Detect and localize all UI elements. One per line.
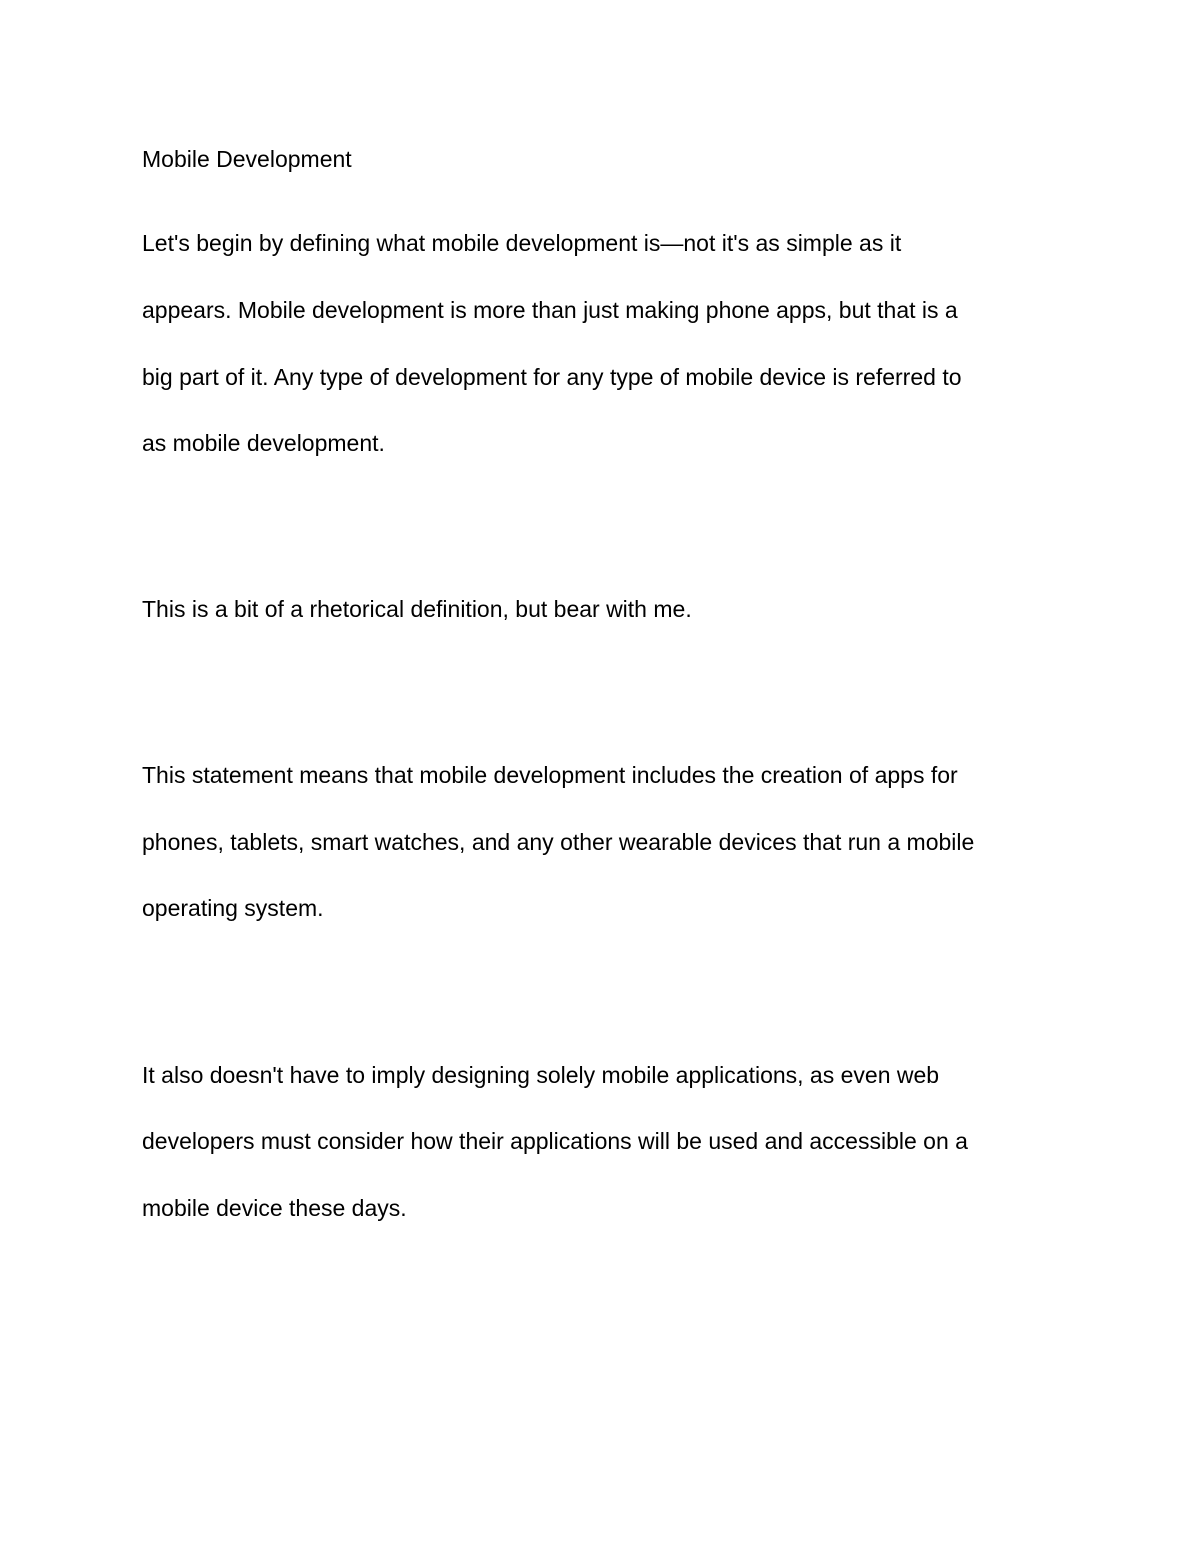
paragraph-line: This statement means that mobile development includes the creation of apps for	[142, 762, 958, 788]
paragraph-line: It also doesn't have to imply designing solely mobile applications, as even web	[142, 1062, 940, 1088]
paragraph-line: as mobile development.	[142, 430, 385, 456]
paragraph-line: appears. Mobile development is more than just making phone apps, but that is a	[142, 297, 958, 323]
paragraph-line: Let's begin by defining what mobile development is—not it's as simple as it	[142, 230, 902, 256]
paragraph-line: phones, tablets, smart watches, and any other wearable devices that run a mobile	[142, 829, 975, 855]
paragraph-line: mobile device these days.	[142, 1195, 407, 1221]
paragraph-line: developers must consider how their applications will be used and accessible on a	[142, 1128, 968, 1154]
paragraph-line: This is a bit of a rhetorical definition, but bear with me.	[142, 596, 692, 622]
document-title: Mobile Development	[142, 146, 352, 172]
paragraph-line: operating system.	[142, 895, 324, 921]
paragraph-line: big part of it. Any type of development for any type of mobile device is referred to	[142, 364, 962, 390]
